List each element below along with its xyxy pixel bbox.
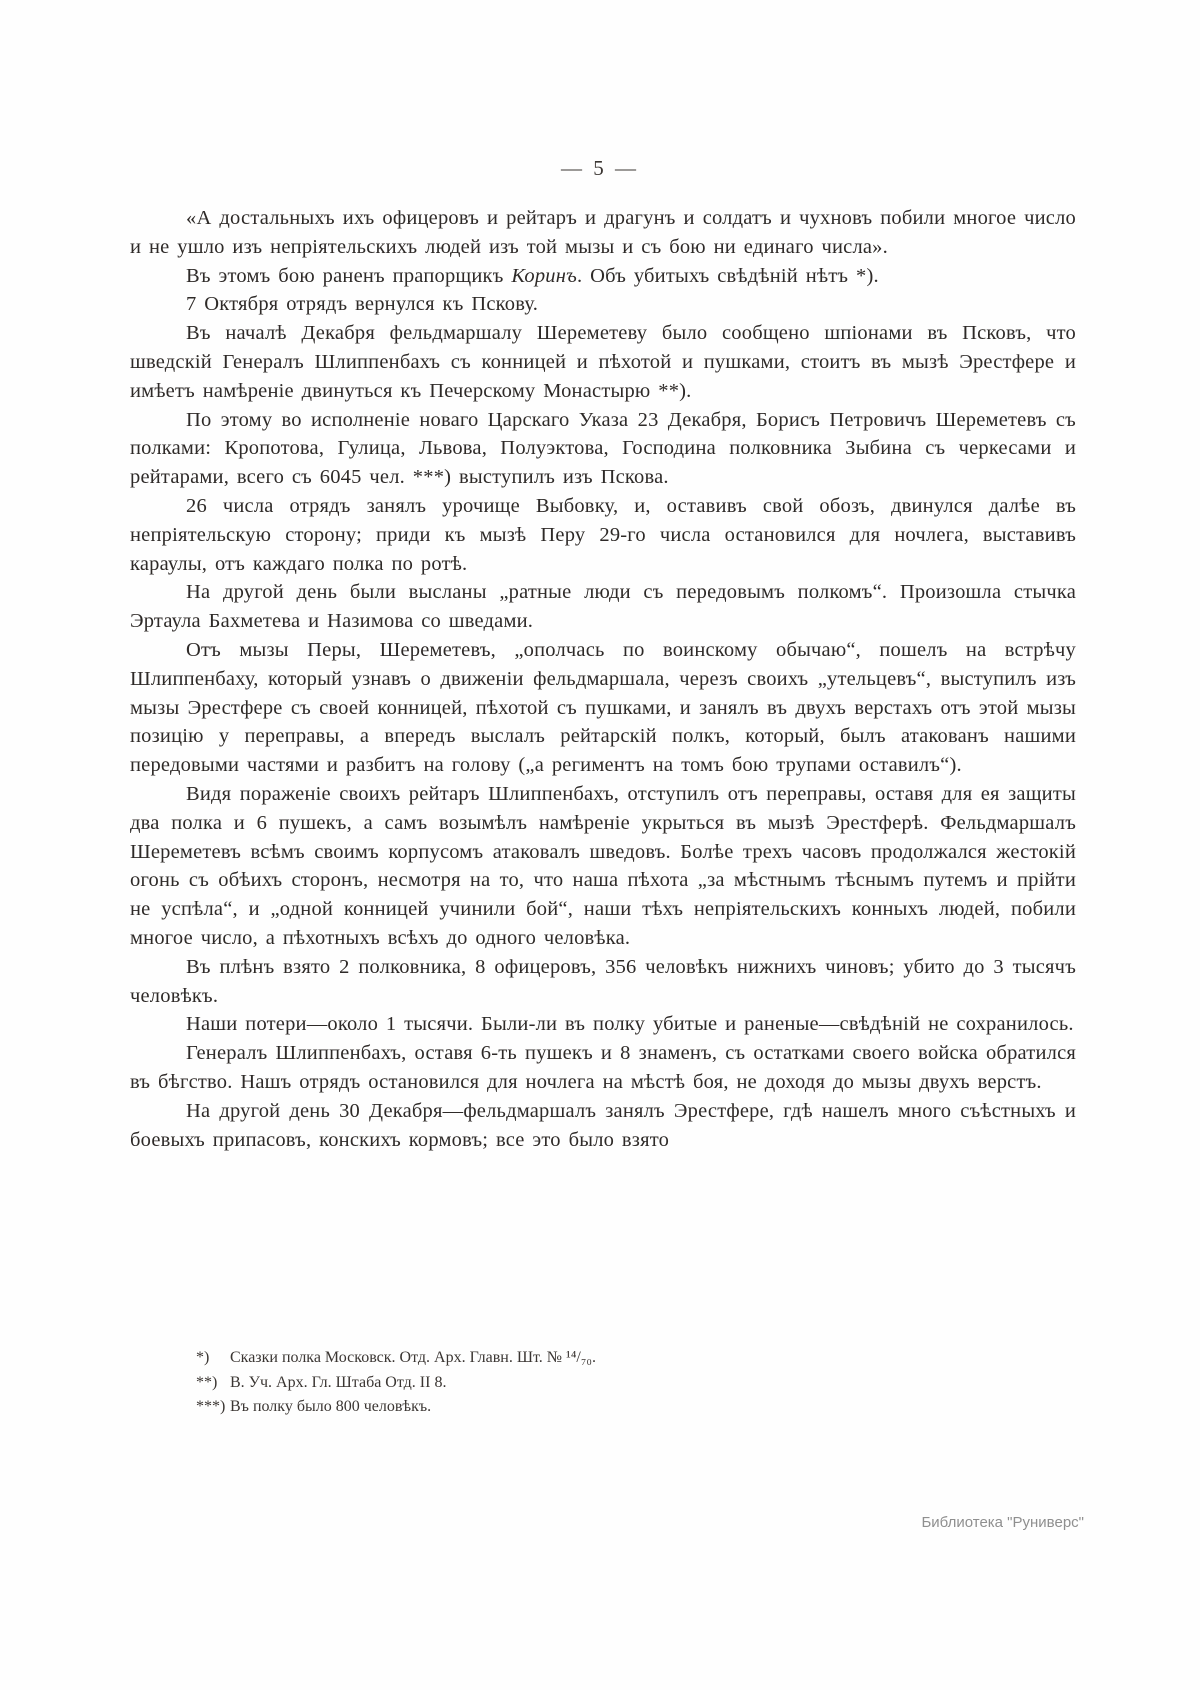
- paragraph: [130, 780, 1076, 953]
- footnote-marker: ***): [196, 1398, 226, 1415]
- paragraph: [130, 204, 1076, 262]
- page-number: — 5 —: [561, 156, 639, 180]
- paragraph-text: Въ плѣнъ взято 2 полковника, 8 офицеровъ, 356 человѣкъ нижнихъ чиновъ; убито до 3 тысячъ человѣкъ.: [130, 955, 1076, 1007]
- paragraph-text: 26 числа отрядъ занялъ урочище Выбовку, и, оставивъ свой обозъ, двинулся далѣе въ непріятельскую сторону; приди къ мызѣ Перу 29-го числа остановился для ночлега, выставивъ караулы, отъ каждаго полка по ротѣ.: [130, 494, 1076, 575]
- paragraph-text: Въ началѣ Декабря фельдмаршалу Шереметеву было сообщено шпіонами въ Псковъ, что шведскій Генералъ Шлиппенбахъ съ конницей и пѣхотой и пушками, стоитъ въ мызѣ Эрестфере и имѣетъ намѣреніе двинуться къ Печерскому Монастырю **).: [130, 322, 1076, 402]
- paragraph-text: «А достальныхъ ихъ офицеровъ и рейтаръ и драгунъ и солдатъ и чухновъ побили многое число и не ушло изъ непріятельскихъ людей изъ той мызы и съ бою ни единаго числа».: [130, 207, 1076, 258]
- paragraph: [130, 1039, 1076, 1097]
- paragraph-text: . Объ убитыхъ свѣдѣній нѣтъ *).: [576, 264, 879, 287]
- paragraph-text: 7 Октября отрядъ вернулся къ Пскову.: [186, 293, 539, 316]
- paragraph-text: Видя пораженіе своихъ рейтаръ Шлиппенбахъ, отступилъ отъ переправы, оставя для ея защиты два полка и 6 пушекъ, а самъ возымѣлъ намѣреніе укрыться въ мызѣ Эрестферѣ. Фельдмаршалъ Шереметевъ всѣмъ своимъ корпусомъ атаковалъ шведовъ. Болѣе трехъ часовъ продолжался жестокій огонь съ обѣихъ сторонъ, несмотря на то, что наша пѣхота „за мѣстнымъ тѣснымъ путемъ и прійти не успѣла“, и „одной конницей учинили бой“, наши тѣхъ непріятельскихъ конныхъ людей, побили многое число, а пѣхотныхъ всѣхъ до одного человѣка.: [130, 782, 1076, 949]
- paragraph: [130, 578, 1076, 636]
- person-name-italic: Коринъ: [511, 264, 577, 287]
- footnote-text: Въ полку было 800 человѣкъ.: [230, 1398, 432, 1415]
- paragraph: [130, 636, 1076, 780]
- paragraph-text: Наши потери—около 1 тысячи. Были-ли въ полку убитые и раненые—свѣдѣній не сохранилось.: [186, 1013, 1074, 1036]
- paragraph-text: По этому во исполненіе новаго Царскаго Указа 23 Декабря, Борисъ Петровичъ Шереметевъ съ полками: Кропотова, Гулица, Львова, Полуэктова, Господина полковника Зыбина съ черкесами и рейтарами, всего съ 6045 чел. ***) выступилъ изъ Пскова.: [130, 408, 1076, 489]
- footnote-marker: **): [196, 1373, 218, 1391]
- paragraph: [130, 319, 1076, 405]
- paragraph: [130, 262, 1076, 291]
- footnote: [196, 1395, 1056, 1420]
- page-content: [130, 204, 1076, 1154]
- library-watermark: Библиотека "Руниверс": [921, 1514, 1084, 1531]
- paragraph: [130, 492, 1076, 578]
- footnote-text: В. Уч. Арх. Гл. Штаба Отд. II 8.: [230, 1373, 447, 1391]
- paragraph-text: Отъ мызы Перы, Шереметевъ, „ополчась по воинскому обычаю“, пошелъ на встрѣчу Шлиппенбаху, который узнавъ о движеніи фельдмаршала, черезъ своихъ „утельцевъ“, выступилъ изъ мызы Эрестфере съ своей конницей, пѣхотой съ пушками, и занялъ въ двухъ верстахъ отъ этой мызы позицію у переправы, а впередъ выслалъ рейтарскій полкъ, который, былъ атакованъ нашими передовыми частями и разбитъ на голову („а региментъ на томъ бою трупами оставилъ“).: [130, 638, 1076, 777]
- paragraph: [130, 290, 1076, 319]
- footnote-marker: *): [196, 1349, 210, 1366]
- footnote: [196, 1371, 1056, 1396]
- paragraph-text: На другой день были высланы „ратные люди съ передовымъ полкомъ“. Произошла стычка Эртаула Бахметева и Назимова со шведами.: [130, 581, 1076, 633]
- paragraph: [130, 406, 1076, 492]
- footnote-text: Сказки полка Московск. Отд. Арх. Главн. Шт. № ¹⁴/₇₀.: [230, 1349, 597, 1366]
- paragraph-text: Генералъ Шлиппенбахъ, оставя 6-ть пушекъ и 8 знаменъ, съ остатками своего войска обратился въ бѣгство. Нашъ отрядъ остановился для ночлега на мѣстѣ боя, не доходя до мызы двухъ верстъ.: [130, 1042, 1076, 1093]
- paragraph-text: Въ этомъ бою раненъ прапорщикъ: [186, 264, 512, 287]
- footnote: [196, 1346, 1056, 1371]
- paragraph: [130, 953, 1076, 1011]
- footnotes-block: [196, 1346, 1056, 1420]
- paragraph-text: На другой день 30 Декабря—фельдмаршалъ занялъ Эрестфере, гдѣ нашелъ много съѣстныхъ и боевыхъ припасовъ, конскихъ кормовъ; все это было взято: [130, 1099, 1076, 1151]
- paragraph: [130, 1010, 1076, 1039]
- paragraph: [130, 1097, 1076, 1155]
